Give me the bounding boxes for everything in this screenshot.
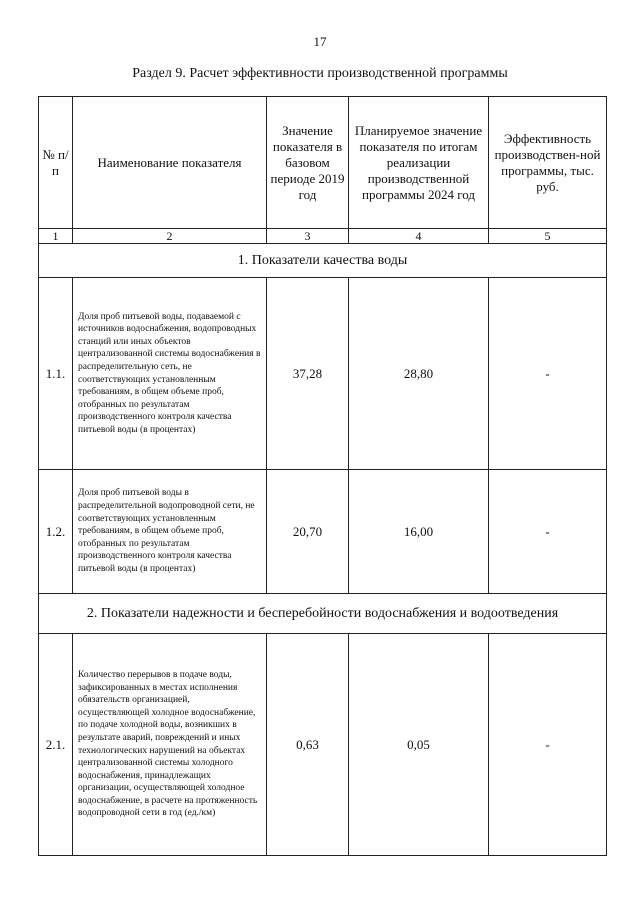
section-title: 2. Показатели надежности и бесперебойности водоснабжения и водоотведения bbox=[39, 594, 607, 634]
header-number: № п/п bbox=[39, 97, 73, 229]
row-planned-value: 0,05 bbox=[349, 634, 489, 856]
row-indicator-name: Доля проб питьевой воды в распределительной водопроводной сети, не соответствующих установленным требованиям, в общем объеме проб, отобранных по результатам производственного контроля качества питьевой воды (в процентах) bbox=[73, 470, 267, 594]
row-base-value: 37,28 bbox=[267, 278, 349, 470]
row-efficiency: - bbox=[489, 634, 607, 856]
row-base-value: 20,70 bbox=[267, 470, 349, 594]
table-row bbox=[39, 634, 607, 856]
section-row bbox=[39, 244, 607, 278]
row-efficiency: - bbox=[489, 278, 607, 470]
header-row bbox=[39, 97, 607, 229]
section-row bbox=[39, 594, 607, 634]
header-base-value: Значение показателя в базовом периоде 2019 год bbox=[267, 97, 349, 229]
column-number: 4 bbox=[349, 229, 489, 244]
row-indicator-name: Доля проб питьевой воды, подаваемой с источников водоснабжения, водопроводных станций или иных объектов централизованной системы водоснабжения в распределительную сеть, не соответствующих установленным требованиям, в общем объеме проб, отобранных по результатам производственного контроля качества питьевой воды (в процентах) bbox=[73, 278, 267, 470]
header-indicator-name: Наименование показателя bbox=[73, 97, 267, 229]
row-indicator-name: Количество перерывов в подаче воды, зафиксированных в местах исполнения обязательств организацией, осуществляющей холодное водоснабжение, по подаче холодной воды, возникших в результате аварий, повреждений и иных технологических нарушений на объектах централизованной системы холодного водоснабжения, принадлежащих организации, осуществляющей холодное водоснабжение, в расчете на протяженность водопроводной сети в год (ед./км) bbox=[73, 634, 267, 856]
column-number: 1 bbox=[39, 229, 73, 244]
row-planned-value: 28,80 bbox=[349, 278, 489, 470]
table-row bbox=[39, 278, 607, 470]
row-efficiency: - bbox=[489, 470, 607, 594]
page-number: 17 bbox=[313, 34, 327, 49]
header-planned-value: Планируемое значение показателя по итогам реализации производственной программы 2024 год bbox=[349, 97, 489, 229]
column-number: 5 bbox=[489, 229, 607, 244]
header-efficiency: Эффективность производствен-ной программы, тыс. руб. bbox=[489, 97, 607, 229]
column-number-row bbox=[39, 229, 607, 244]
section-title: 1. Показатели качества воды bbox=[39, 244, 607, 278]
row-index: 2.1. bbox=[39, 634, 73, 856]
column-number: 2 bbox=[73, 229, 267, 244]
row-base-value: 0,63 bbox=[267, 634, 349, 856]
row-planned-value: 16,00 bbox=[349, 470, 489, 594]
row-index: 1.1. bbox=[39, 278, 73, 470]
page-title: Раздел 9. Расчет эффективности производственной программы bbox=[132, 66, 508, 81]
row-index: 1.2. bbox=[39, 470, 73, 594]
column-number: 3 bbox=[267, 229, 349, 244]
table-row bbox=[39, 470, 607, 594]
efficiency-table bbox=[38, 96, 607, 856]
